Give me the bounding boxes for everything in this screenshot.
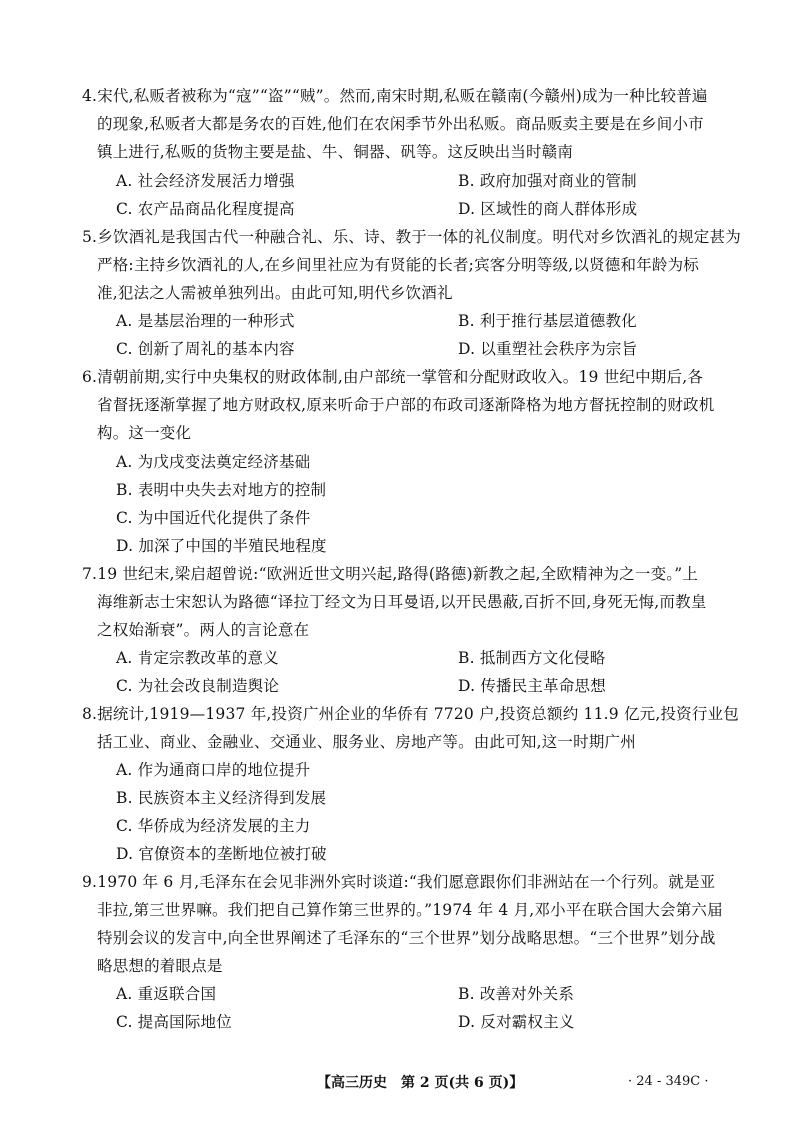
option-a: A. 肯定宗教改革的意义 — [116, 649, 279, 667]
option-d: D. 以重塑社会秩序为宗旨 — [458, 340, 638, 358]
option-c: C. 为社会改良制造舆论 — [116, 677, 280, 695]
option-b: B. 抵制西方文化侵略 — [458, 649, 606, 667]
option-c: C. 创新了周礼的基本内容 — [116, 340, 295, 358]
page-footer: 【高三历史 第 2 页(共 6 页)】 — [317, 1075, 524, 1091]
question-stem-line: 准,犯法之人需被单独列出。由此可知,明代乡饮酒礼 — [97, 284, 453, 302]
option-c: C. 华侨成为经济发展的主力 — [116, 817, 311, 835]
option-b: B. 政府加强对商业的管制 — [458, 172, 637, 190]
question-stem-line: 4.宋代,私贩者被称为“寇”“盗”“贼”。然而,南宋时期,私贩在赣南(今赣州)成为一种比较普遍 — [82, 87, 708, 105]
question-stem-line: 9.1970 年 6 月,毛泽东在会见非洲外宾时谈道:“我们愿意跟你们非洲站在一个行列。就是亚 — [82, 873, 716, 891]
option-b: B. 表明中央失去对地方的控制 — [116, 481, 327, 499]
question-stem-line: 7.19 世纪末,梁启超曾说:“欧洲近世文明兴起,路得(路德)新教之起,全欧精神为之一变。”上 — [82, 565, 699, 583]
option-b: B. 利于推行基层道德教化 — [458, 312, 637, 330]
option-b: B. 民族资本主义经济得到发展 — [116, 789, 327, 807]
question-stem-line: 括工业、商业、金融业、交通业、服务业、房地产等。由此可知,这一时期广州 — [97, 733, 636, 751]
option-c: C. 提高国际地位 — [116, 1013, 232, 1031]
option-d: D. 加深了中国的半殖民地程度 — [116, 537, 327, 555]
option-a: A. 为戊戌变法奠定经济基础 — [116, 453, 311, 471]
question-stem-line: 略思想的着眼点是 — [97, 957, 223, 975]
question-stem-line: 之权始渐衰”。两人的言论意在 — [97, 621, 310, 639]
option-d: D. 区域性的商人群体形成 — [458, 200, 638, 218]
option-d: D. 官僚资本的垄断地位被打破 — [116, 845, 327, 863]
question-stem-line: 省督抚逐渐掌握了地方财政权,原来听命于户部的布政司逐渐降格为地方督抚控制的财政机 — [97, 396, 715, 414]
question-stem-line: 的现象,私贩者大都是务农的百姓,他们在农闲季节外出私贩。商品贩卖主要是在乡间小市 — [97, 115, 704, 133]
option-a: A. 是基层治理的一种形式 — [116, 312, 295, 330]
exam-code: · 24 - 349C · — [628, 1074, 709, 1089]
question-stem-line: 非拉,第三世界嘛。我们把自己算作第三世界的。”1974 年 4 月,邓小平在联合国大会第六届 — [97, 901, 723, 919]
question-stem-line: 6.清朝前期,实行中央集权的财政体制,由户部统一掌管和分配财政收入。19 世纪中期后,各 — [82, 368, 704, 386]
option-d: D. 反对霸权主义 — [458, 1013, 575, 1031]
option-c: C. 为中国近代化提供了条件 — [116, 509, 311, 527]
question-stem-line: 8.据统计,1919—1937 年,投资广州企业的华侨有 7720 户,投资总额约 11.9 亿元,投资行业包 — [82, 705, 739, 723]
question-stem-line: 5.乡饮酒礼是我国古代一种融合礼、乐、诗、教于一体的礼仪制度。明代对乡饮酒礼的规定甚为 — [82, 228, 741, 246]
option-a: A. 作为通商口岸的地位提升 — [116, 761, 311, 779]
question-stem-line: 镇上进行,私贩的货物主要是盐、牛、铜器、矾等。这反映出当时赣南 — [97, 143, 574, 161]
option-c: C. 农产品商品化程度提高 — [116, 200, 295, 218]
question-stem-line: 构。这一变化 — [97, 424, 192, 442]
option-a: A. 重返联合国 — [116, 985, 217, 1003]
question-stem-line: 严格:主持乡饮酒礼的人,在乡间里社应为有贤能的长者;宾客分明等级,以贤德和年龄为标 — [97, 256, 700, 274]
option-a: A. 社会经济发展活力增强 — [116, 172, 295, 190]
option-d: D. 传播民主革命思想 — [458, 677, 606, 695]
option-b: B. 改善对外关系 — [458, 985, 575, 1003]
question-stem-line: 特别会议的发言中,向全世界阐述了毛泽东的“三个世界”划分战略思想。“三个世界”划分战 — [97, 929, 716, 947]
question-stem-line: 海维新志士宋恕认为路德“译拉丁经文为日耳曼语,以开民愚蔽,百折不回,身死无悔,而教皇 — [97, 593, 707, 611]
